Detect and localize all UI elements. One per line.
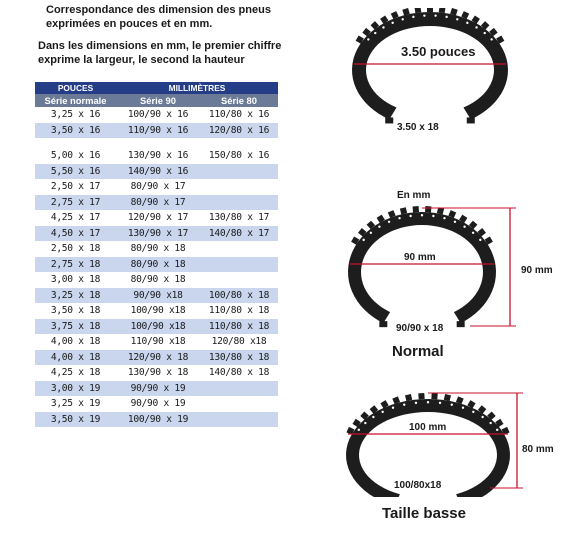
table-row: [35, 334, 278, 350]
table-cell: 3,75 x 18: [35, 319, 116, 335]
table-cell: 2,50 x 17: [35, 179, 116, 195]
tread-groove: [364, 422, 366, 424]
table-cell: 110/90 x 16: [116, 123, 200, 139]
table-cell: 130/90 x 17: [116, 226, 200, 242]
table-cell: 120/80 x 16: [200, 123, 278, 139]
intro-title: Correspondance des dimension des pneus exprimées en pouces et en mm.: [46, 4, 271, 30]
table-cell: 5,00 x 16: [35, 148, 116, 164]
tread-groove: [451, 404, 453, 406]
tread-block: [427, 8, 433, 12]
tread-groove: [374, 32, 376, 34]
table-row: [35, 396, 278, 412]
table-cell: 90/90 x 19: [116, 381, 200, 397]
width-label-inches: 3.50 pouces: [401, 44, 476, 59]
size-table: [35, 82, 278, 427]
table-cell: 150/80 x 16: [200, 148, 278, 164]
table-cell: [200, 381, 278, 397]
table-cell: 80/90 x 17: [116, 179, 200, 195]
column-header-serie-80: Série 80: [200, 94, 278, 107]
tread-groove: [463, 225, 465, 227]
table-cell: 3,00 x 19: [35, 381, 116, 397]
table-row: [35, 350, 278, 366]
height-label-normal: 90 mm: [521, 265, 553, 276]
tread-groove: [496, 429, 498, 431]
bead: [385, 117, 393, 123]
table-row: [35, 123, 278, 139]
table-row: [35, 319, 278, 335]
tread-groove: [391, 22, 393, 24]
tread-groove: [475, 26, 477, 28]
table-cell: 80/90 x 18: [116, 272, 200, 288]
tread-groove: [479, 239, 481, 241]
bead: [467, 117, 475, 123]
table-cell: [200, 396, 278, 412]
tread-groove: [490, 38, 492, 40]
tread-groove: [367, 38, 369, 40]
table-cell: 4,50 x 17: [35, 226, 116, 242]
table-cell: 3,25 x 18: [35, 288, 116, 304]
bead: [457, 321, 465, 327]
tread-groove: [489, 422, 491, 424]
table-cell: 120/90 x 17: [116, 210, 200, 226]
tread-groove: [382, 26, 384, 28]
tread-groove: [454, 221, 456, 223]
table-cell: 110/80 x 18: [200, 303, 278, 319]
tread-groove: [402, 18, 404, 20]
tyre-diagram-normal: [340, 200, 540, 335]
table-cell: [200, 164, 278, 180]
table-row: [35, 195, 278, 211]
tread-groove: [466, 22, 468, 24]
table-row: [35, 164, 278, 180]
table-cell: 5,50 x 16: [35, 164, 116, 180]
table-cell: 120/80 x18: [200, 334, 278, 350]
bead: [379, 321, 387, 327]
tread-groove: [462, 407, 464, 409]
table-cell: 140/80 x 17: [200, 226, 278, 242]
table-cell: 3,25 x 19: [35, 396, 116, 412]
width-label-low: 100 mm: [409, 422, 447, 433]
table-row: [35, 303, 278, 319]
tread-block: [444, 394, 451, 401]
table-cell: 90/90 x18: [116, 288, 200, 304]
tread-groove: [409, 215, 411, 217]
table-row: [35, 210, 278, 226]
tread-groove: [362, 239, 364, 241]
tread-groove: [472, 232, 474, 234]
tread-groove: [372, 416, 374, 418]
table-cell: 100/90 x18: [116, 303, 200, 319]
tread-groove: [445, 16, 447, 18]
table-cell: [200, 412, 278, 428]
table-cell: 2,75 x 17: [35, 195, 116, 211]
tyre-diagram-inches: [340, 8, 520, 138]
table-cell: [35, 138, 116, 148]
table-row: [35, 138, 278, 148]
tread-block: [431, 393, 437, 399]
caption-normal: Normal: [392, 343, 444, 360]
tread-block: [439, 8, 446, 13]
unit-header: En mm: [397, 190, 431, 201]
tread-groove: [439, 402, 441, 404]
tread-groove: [472, 411, 474, 413]
table-row: [35, 412, 278, 428]
table-cell: [116, 138, 200, 148]
table-cell: 130/80 x 17: [200, 210, 278, 226]
tread-groove: [381, 411, 383, 413]
tread-block: [414, 8, 421, 13]
table-cell: 110/80 x 16: [200, 107, 278, 123]
table-cell: 80/90 x 17: [116, 195, 200, 211]
table-row: [35, 257, 278, 273]
table-cell: 140/90 x 16: [116, 164, 200, 180]
tread-block: [418, 393, 424, 399]
table-row: [35, 381, 278, 397]
width-label-normal: 90 mm: [404, 252, 436, 263]
table-row: [35, 241, 278, 257]
tread-groove: [358, 429, 360, 431]
tread-block: [413, 206, 419, 212]
tread-groove: [412, 16, 414, 18]
table-cell: 3,50 x 19: [35, 412, 116, 428]
table-cell: 80/90 x 18: [116, 241, 200, 257]
table-cell: 130/90 x 18: [116, 365, 200, 381]
tread-groove: [388, 221, 390, 223]
tread-groove: [398, 217, 400, 219]
table-cell: 100/90 x 16: [116, 107, 200, 123]
table-cell: [200, 241, 278, 257]
table-cell: 130/90 x 16: [116, 148, 200, 164]
table-cell: [200, 272, 278, 288]
size-label-low: 100/80x18: [394, 480, 442, 491]
table-cell: 110/80 x 18: [200, 319, 278, 335]
size-label-inches: 3.50 x 18: [397, 122, 439, 133]
tread-block: [405, 394, 412, 401]
tread-groove: [415, 402, 417, 404]
table-cell: 140/80 x 18: [200, 365, 278, 381]
table-row: [35, 365, 278, 381]
table-cell: [200, 179, 278, 195]
table-cell: 100/90 x18: [116, 319, 200, 335]
tread-block: [400, 207, 407, 214]
table-row: [35, 226, 278, 242]
table-cell: 2,75 x 18: [35, 257, 116, 273]
column-header-normale: Série normale: [35, 94, 116, 107]
table-cell: 130/80 x 18: [200, 350, 278, 366]
tread-groove: [432, 215, 434, 217]
tread-groove: [481, 416, 483, 418]
group-header-pouces: POUCES: [35, 82, 116, 94]
tread-groove: [443, 217, 445, 219]
table-cell: 100/90 x 19: [116, 412, 200, 428]
table-cell: 3,00 x 18: [35, 272, 116, 288]
intro-note: Dans les dimensions en mm, le premier chiffre exprime la largeur, le second la hauteur: [38, 40, 282, 66]
table-cell: [200, 195, 278, 211]
table-cell: 2,50 x 18: [35, 241, 116, 257]
tread-groove: [378, 225, 380, 227]
caption-low-profile: Taille basse: [382, 505, 466, 522]
tread-groove: [421, 214, 423, 216]
table-cell: [200, 257, 278, 273]
table-cell: 3,50 x 18: [35, 303, 116, 319]
tread-groove: [434, 14, 436, 16]
table-cell: 90/90 x 19: [116, 396, 200, 412]
table-row: [35, 107, 278, 123]
table-cell: 4,25 x 17: [35, 210, 116, 226]
size-label-normal: 90/90 x 18: [396, 323, 444, 334]
table-cell: 3,25 x 16: [35, 107, 116, 123]
table-cell: 80/90 x 18: [116, 257, 200, 273]
table-row: [35, 179, 278, 195]
column-header-serie-90: Série 90: [116, 94, 200, 107]
tread-groove: [484, 32, 486, 34]
height-label-low: 80 mm: [522, 444, 554, 455]
tread-groove: [392, 407, 394, 409]
table-row: [35, 288, 278, 304]
table-cell: 120/90 x 18: [116, 350, 200, 366]
tread-groove: [423, 14, 425, 16]
table-row: [35, 148, 278, 164]
table-cell: 4,00 x 18: [35, 350, 116, 366]
tread-groove: [456, 18, 458, 20]
tread-block: [425, 206, 431, 212]
table-cell: 110/90 x18: [116, 334, 200, 350]
table-cell: 3,50 x 16: [35, 123, 116, 139]
table-row: [35, 272, 278, 288]
table-cell: 4,00 x 18: [35, 334, 116, 350]
group-header-millimetres: MILLIMÈTRES: [116, 82, 278, 94]
table-cell: 4,25 x 18: [35, 365, 116, 381]
table-cell: 100/80 x 18: [200, 288, 278, 304]
tread-groove: [403, 404, 405, 406]
table-cell: [200, 138, 278, 148]
tread-groove: [427, 401, 429, 403]
tread-groove: [370, 232, 372, 234]
